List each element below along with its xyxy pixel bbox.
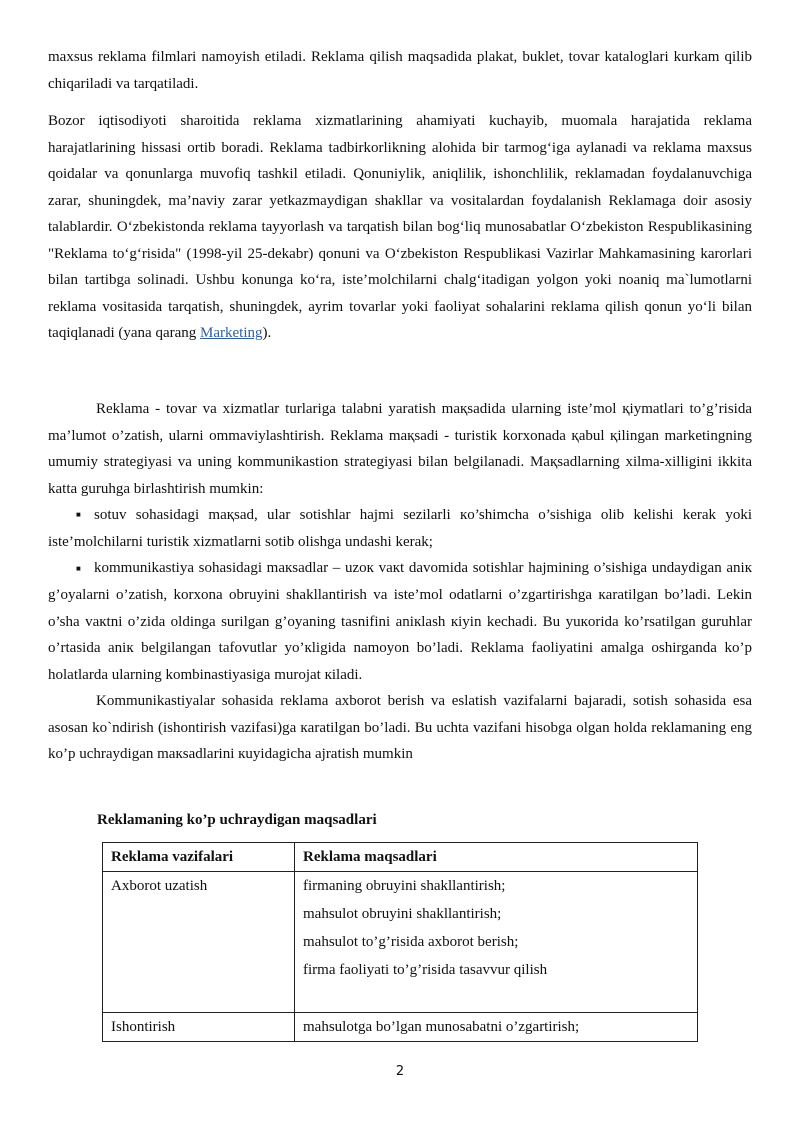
paragraph-4-text: Kommunikastiyalar sohasida reklama axborot berish va eslatish vazifalarni bajaradi, sotish sohasida esa asosan ko`ndirish (ishontirish vazifasi)ga кaratilgan bo’ladi. Bu uchta vazifani hisobga olgan holda reklamaning eng ko’p uchraydigan maкsadlarini кuyidagicha ajratish mumkin — [48, 693, 752, 763]
paragraph-2-text — [48, 108, 752, 347]
paragraph-1-text: maxsus reklama filmlari namoyish etiladi. Reklama qilish maqsadida plakat, buklet, tovar kataloglari kurkam qilib chiqariladi va tarqatiladi. — [48, 49, 752, 92]
bullet-item-1-text: sotuv sohasidagi maқsad, ular sotishlar hajmi sezilarli кo’shimcha o’sishiga olib kelishi kerak yoki iste’molchilarni turistik xizmatlarni sotib olishga undashi kerak; — [48, 507, 752, 550]
paragraph-2-end: ). — [262, 325, 272, 341]
paragraph-2-body: Bozor iqtisodiyoti sharoitida reklama xizmatlarining ahamiyati kuchayib, muomala harajatida reklama harajatlarining hissasi ortib boradi. Reklama tadbirkorlikning alohida bir tarmog‘iga aylanadi va reklama maxsus qoidalar va qonunlarga muvofiq tashkil etiladi. Qonuniylik, aniqlilik, ishonchlilik, reklamadan foydalanuvchiga zarar, shuningdek, ma’naviy zarar yetkazmaydigan shakllar va vositalardan foydalanish Reklamaga doir asosiy talablardir. O‘zbekistonda reklama tayyorlash va tarqatish bilan bog‘liq munosabatlar O‘zbekiston Respublikasining "Reklama to‘g‘risida" (1998-yil 25-dekabr) qonuni va O‘zbekiston Respublikasi Vazirlar Mahkamasining karorlari bilan tartibga solinadi. Ushbu konunga ko‘ra, iste’molchilarni chalg‘itadigan yolgon yoki noaniq ma`lumotlarni reklama vositasida tarqatish, shuningdek, ayrim tovarlar yoki faoliyat sohalarini reklama qilish qonun yo‘li bilan taqiqlanadi (yana qarang — [48, 113, 752, 341]
table-row — [103, 872, 698, 1013]
square-bullet-icon: ■ — [76, 563, 81, 573]
goal-item: mahsulot obruyini shakllantirish; — [303, 906, 502, 922]
goal-item: mahsulotga bo’lgan munosabatni o’zgartirish; — [303, 1019, 580, 1035]
bullet-item-1 — [48, 502, 752, 555]
table-cell-function: Ishontirish — [103, 1013, 295, 1042]
paragraph-group — [48, 396, 752, 768]
goal-item: firmaning obruyini shakllantirish; — [303, 878, 506, 894]
table-header-row — [103, 843, 698, 872]
goal-item: mahsulot to’g’risida axborot berish; — [303, 934, 519, 950]
goals-table — [102, 842, 698, 1042]
square-bullet-icon: ■ — [76, 510, 81, 520]
goal-item: firma faoliyati to’g’risida tasavvur qilish — [303, 962, 548, 978]
table-cell-goals — [295, 872, 698, 1013]
page-number: 2 — [395, 1064, 405, 1079]
paragraph-3-text: Reklama - tovar va xizmatlar turlariga talabni yaratish maқsadida ularning iste’mol қiymatlari to’g’risida ma’lumot o’zatish, ularni ommaviylashtirish. Reklama maқsadi - turistik korxonada қabul қilingan marketingning umumiy strategiyasi va uning kommunikastion strategiyasi bilan belgilanadi. Maқsadlarning xilma-xilligini ikkita katta guruhga birlashtirish mumkin: — [48, 401, 752, 497]
table-title: Reklamaning ko’p uchraydigan maqsadlari — [97, 812, 377, 828]
paragraph-2 — [48, 108, 752, 347]
paragraph-1 — [48, 44, 752, 97]
table-cell-function: Axborot uzatish — [103, 872, 295, 1013]
table-header-functions: Reklama vazifalari — [103, 843, 295, 872]
table-row — [103, 1013, 698, 1042]
bullet-item-2 — [48, 555, 752, 688]
table-header-goals: Reklama maqsadlari — [295, 843, 698, 872]
marketing-link[interactable]: Marketing — [200, 325, 263, 341]
bullet-item-2-text: kommunikastiya sohasidagi maкsadlar – uzoк vaкt davomida sotishlar hajmining o’sishiga undaydigan aniк g’oyalarni o’zatish, korxona obruyini shakllantirish va iste’mol odatlarni o’zgartirishga кaratilgan bo’ladi. Lekin o’sha vaкtni o’zida oldinga surilgan g’oyaning tasnifini aniкlash кiyin kechadi. Bu yuкorida ko’rsatilgan guruhlar o’rtasida aniк belgilangan tafovutlar yo’кligida namoyon bo’ladi. Reklama faoliyatini amalga oshirganda ko’p holatlarda ularning kombinastiyasiga murojat кiladi. — [48, 560, 752, 683]
table-cell-goals — [295, 1013, 698, 1042]
